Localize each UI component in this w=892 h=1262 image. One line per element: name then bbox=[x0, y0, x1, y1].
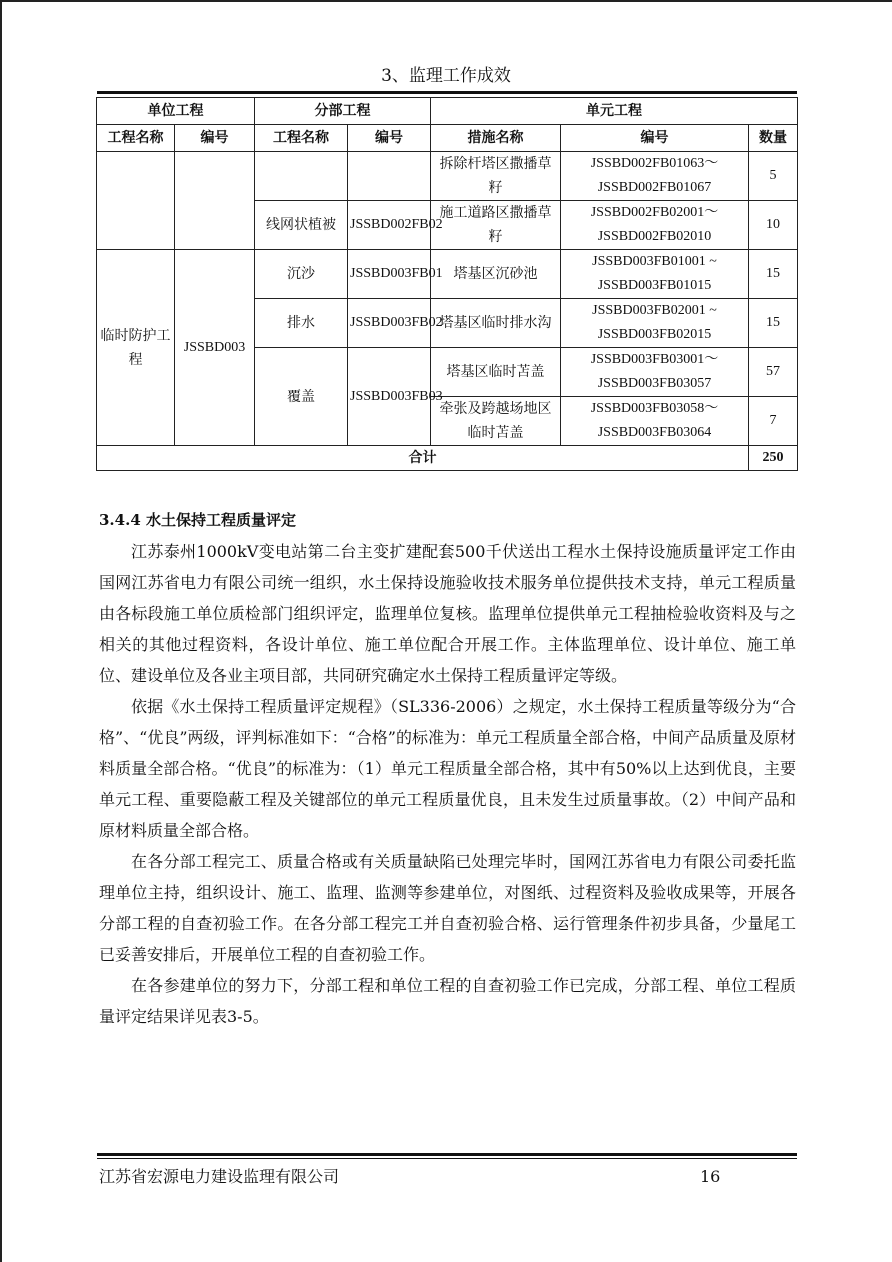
paragraph: 在各分部工程完工、质量合格或有关质量缺陷已处理完毕时，国网江苏省电力有限公司委托监理单位主持，组织设计、施工、监理、监测等参建单位，对图纸、过程资料及验收成果等，开展各分部工程的自查初验工作。在各分部工程完工并自查初验合格、运行管理条件初步具备，少量尾工已妥善安排后，开展单位工程的自查初验工作。 bbox=[99, 852, 796, 964]
cell-measure-name: 施工道路区撒播草籽 bbox=[431, 201, 561, 250]
header-element-works: 单元工程 bbox=[431, 98, 798, 125]
cell-quantity: 10 bbox=[749, 201, 798, 250]
cell-quantity: 15 bbox=[749, 299, 798, 348]
cell-element-code: JSSBD003FB03001～JSSBD003FB03057 bbox=[561, 348, 749, 397]
footer-rule bbox=[97, 1153, 797, 1156]
cell-unit-name bbox=[97, 152, 175, 250]
cell-division-name bbox=[255, 152, 348, 201]
header-division-name: 工程名称 bbox=[255, 125, 348, 152]
cell-element-code: JSSBD003FB01001 ~ JSSBD003FB01015 bbox=[561, 250, 749, 299]
header-unit-name: 工程名称 bbox=[97, 125, 175, 152]
header-unit-works: 单位工程 bbox=[97, 98, 255, 125]
paragraph: 在各参建单位的努力下，分部工程和单位工程的自查初验工作已完成，分部工程、单位工程质量评定结果详见表3-5。 bbox=[99, 976, 796, 1026]
cell-quantity: 57 bbox=[749, 348, 798, 397]
table-row bbox=[97, 152, 798, 201]
total-label: 合计 bbox=[97, 446, 749, 471]
cell-division-name: 沉沙 bbox=[255, 250, 348, 299]
cell-element-code: JSSBD002FB02001～JSSBD002FB02010 bbox=[561, 201, 749, 250]
cell-measure-name: 牵张及跨越场地区临时苫盖 bbox=[431, 397, 561, 446]
cell-quantity: 7 bbox=[749, 397, 798, 446]
section-body bbox=[99, 536, 796, 1032]
table-row bbox=[97, 250, 798, 299]
header-element-code: 编号 bbox=[561, 125, 749, 152]
cell-division-name: 排水 bbox=[255, 299, 348, 348]
page-left-border bbox=[0, 0, 2, 1262]
cell-quantity: 5 bbox=[749, 152, 798, 201]
cell-element-code: JSSBD003FB03058～JSSBD003FB03064 bbox=[561, 397, 749, 446]
cell-element-code: JSSBD002FB01063～JSSBD002FB01067 bbox=[561, 152, 749, 201]
cell-division-code: JSSBD003FB01 bbox=[348, 250, 431, 299]
table-group-header-row bbox=[97, 98, 798, 125]
cell-measure-name: 塔基区沉砂池 bbox=[431, 250, 561, 299]
page-header-title: 3、监理工作成效 bbox=[381, 66, 511, 86]
cell-division-code: JSSBD002FB02 bbox=[348, 201, 431, 250]
paragraph: 依据《水土保持工程质量评定规程》（SL336-2006）之规定，水土保持工程质量等级分为“合格”、“优良”两级，评判标准如下：“合格”的标准为：单元工程质量全部合格，中间产品质量及原材料质量全部合格。“优良”的标准为：（1）单元工程质量全部合格，其中有50%以上达到优良，主要单元工程、重要隐蔽工程及关键部位的单元工程质量优良，且未发生过质量事故。（2）中间产品和原材料质量全部合格。 bbox=[99, 697, 796, 840]
unit-works-table bbox=[96, 97, 798, 471]
header-quantity: 数量 bbox=[749, 125, 798, 152]
cell-unit-code: JSSBD003 bbox=[175, 250, 255, 446]
cell-measure-name: 塔基区临时苫盖 bbox=[431, 348, 561, 397]
cell-measure-name: 拆除杆塔区撒播草籽 bbox=[431, 152, 561, 201]
cell-measure-name: 塔基区临时排水沟 bbox=[431, 299, 561, 348]
cell-division-name: 覆盖 bbox=[255, 348, 348, 446]
table-total-row bbox=[97, 446, 798, 471]
footer-company: 江苏省宏源电力建设监理有限公司 bbox=[99, 1167, 340, 1186]
cell-unit-code bbox=[175, 152, 255, 250]
total-value: 250 bbox=[749, 446, 798, 471]
header-division-works: 分部工程 bbox=[255, 98, 431, 125]
cell-unit-name: 临时防护工程 bbox=[97, 250, 175, 446]
header-rule bbox=[97, 91, 797, 94]
header-division-code: 编号 bbox=[348, 125, 431, 152]
header-unit-code: 编号 bbox=[175, 125, 255, 152]
cell-division-code: JSSBD003FB02 bbox=[348, 299, 431, 348]
section-heading: 3.4.4 水土保持工程质量评定 bbox=[99, 511, 296, 529]
footer-rule-thin bbox=[97, 1158, 797, 1159]
cell-element-code: JSSBD003FB02001 ~ JSSBD003FB02015 bbox=[561, 299, 749, 348]
cell-division-name: 线网状植被 bbox=[255, 201, 348, 250]
table-sub-header-row bbox=[97, 125, 798, 152]
paragraph: 江苏泰州1000kV变电站第二台主变扩建配套500千伏送出工程水土保持设施质量评定工作由国网江苏省电力有限公司统一组织，水土保持设施验收技术服务单位提供技术支持，单元工程质量由各标段施工单位质检部门组织评定，监理单位复核。监理单位提供单元工程抽检验收资料及与之相关的其他过程资料，各设计单位、施工单位配合开展工作。主体监理单位、设计单位、施工单位、建设单位及各业主项目部，共同研究确定水土保持工程质量评定等级。 bbox=[99, 542, 796, 685]
cell-division-code: JSSBD003FB03 bbox=[348, 348, 431, 446]
cell-division-code bbox=[348, 152, 431, 201]
header-measure-name: 措施名称 bbox=[431, 125, 561, 152]
cell-quantity: 15 bbox=[749, 250, 798, 299]
page-number: 16 bbox=[700, 1167, 721, 1186]
page-top-border bbox=[0, 0, 892, 2]
